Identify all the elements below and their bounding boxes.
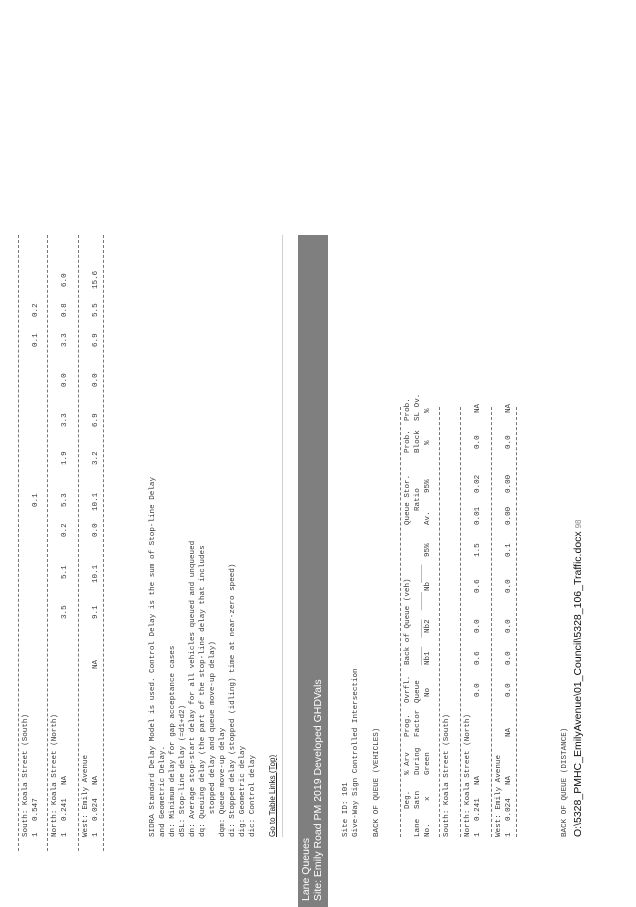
cell-degsat: 0.547 [32,798,40,821]
table-header: Lane No. Deg. Satn x % Arv During Green Prog. Factor Ovrfl. Queue No Back of Queue (veh) ____ ____ ____ ____ Nb1 Nb2 Nb 95% Queue Stor. Ratio Av. 95% Prob. Block % Prob. SL Ov. % [404,393,432,837]
banner-subtitle: Site: Emily Road PM 2019 Developed GHDVals [312,679,324,901]
approach-header-west: West: Emily Avenue [495,754,503,837]
note-line: SIDRA Standard Delay Model is used. Control Delay is the sum of Stop-line Delay [149,476,157,837]
note-line: di: Stopped delay (stopped (idling) time at near-zero speed) [229,563,237,837]
note-line: dqm: Queue move-up delay [219,727,227,837]
site-type: Give-Way Sign Controlled Intersection [352,668,360,837]
section-title: BACK OF QUEUE (VEHICLES) [373,727,381,837]
table-divider [78,235,79,851]
table-divider [439,407,440,837]
table-divider [103,235,104,851]
table-divider [400,407,401,837]
banner-title: Lane Queues [300,837,312,901]
site-id: Site ID: 101 [342,782,350,837]
table-divider [516,407,517,837]
separator-rule [282,235,283,837]
rotated-page: South: Koala Street (South) 1 0.547 0.1 0.1 0.2 North: Koala Street (North) 1 0.241 NA 3.5 5.1 0.2 5.3 1.9 3.3 0.0 3.3 0.8 6.0 West: Emily Avenue 1 0.024 NA NA 9.1 10.1 0.0 10.1 3.2 6.9 0.0 6.9 5.5 15.6 SIDRA Standard Delay Model is used. Control Delay is the sum of Stop-line Delay and Geometric Delay. dn: Minimum delay for gap acceptance cases dSL: Stop-line delay (=d1+d2) dn: Average stop-start delay for all vehicles queued and unqueued dq: Queuing delay (the part of the stop-line delay that includes stopped delay and queue move-up delay) dqm: Queue move-up delay di: Stopped delay (stopped (idling) time at near-zero speed) dig: Geometric delay dic: Control delay Go to Table Links (Top) Lane Queues Site: Emily Road PM 2019 Developed GHDVals Site ID: 101 Give-Way Sign Controlled Intersection BACK OF QUEUE (VEHICLES) Lane No. Deg. Satn x % Arv During Green Prog. Factor Ovrfl. Queue No Back of Queue (veh) ____ ____ ____ ____ Nb1 Nb2 Nb 95% Queue Stor. Ratio Av. 95% Prob. Block % Prob. SL Ov. % South: Koala Street (South) North: Koala Street (North) 1 0.241 NA 0.0 0.6 0.0 0.6 1.5 0.01 0.02 0.0 NA West: Emily Avenue 1 0.024 NA NA 0.0 0.0 0.0 0.0 0.1 0.00 0.00 0.0 NA BACK OF QUEUE (DISTANCE) O:\5328_PMHC_EmilyAvenue\01_Council\5328_106_Traffic.docx 98 [0,0,636,907]
note-line: stopped delay and queue move-up delay) [209,641,217,837]
note-line: dn: Average stop-start delay for all vehicles queued and unqueued [189,540,197,837]
approach-header-north: North: Koala Street (North) [464,713,472,837]
footer-filename: O:\5328_PMHC_EmilyAvenue\01_Council\5328_106_Traffic.docx [572,531,584,837]
note-line: dn: Minimum delay for gap acceptance cases [169,645,177,837]
note-line: dic: Control delay [249,754,257,837]
table-divider [460,407,461,837]
top-link[interactable]: Go to Table Links (Top) [268,754,277,837]
table-divider [18,235,19,851]
note-line: dq: Queuing delay (the part of the stop-line delay that includes [199,545,207,837]
approach-header-south: South: Koala Street (South) [22,713,30,837]
cell-value: 0.1 [32,493,40,507]
note-line: dig: Geometric delay [239,745,247,837]
approach-header-west: West: Emily Avenue [82,754,90,837]
cell-value: 0.1 [32,333,40,347]
note-line: and Geometric Delay. [159,745,167,837]
table-divider [491,407,492,837]
note-line: dSL: Stop-line delay (=d1+d2) [179,704,187,837]
distance-section-title: BACK OF QUEUE (DISTANCE) [561,727,569,837]
approach-header-north: North: Koala Street (North) [51,713,59,837]
footer [572,520,584,837]
section-banner [298,235,328,907]
table-divider [47,235,48,851]
approach-header-south: South: Koala Street (South) [443,713,451,837]
cell-value: 0.2 [32,303,40,317]
page-number: 98 [574,519,583,529]
cell-lane: 1 [32,832,40,837]
